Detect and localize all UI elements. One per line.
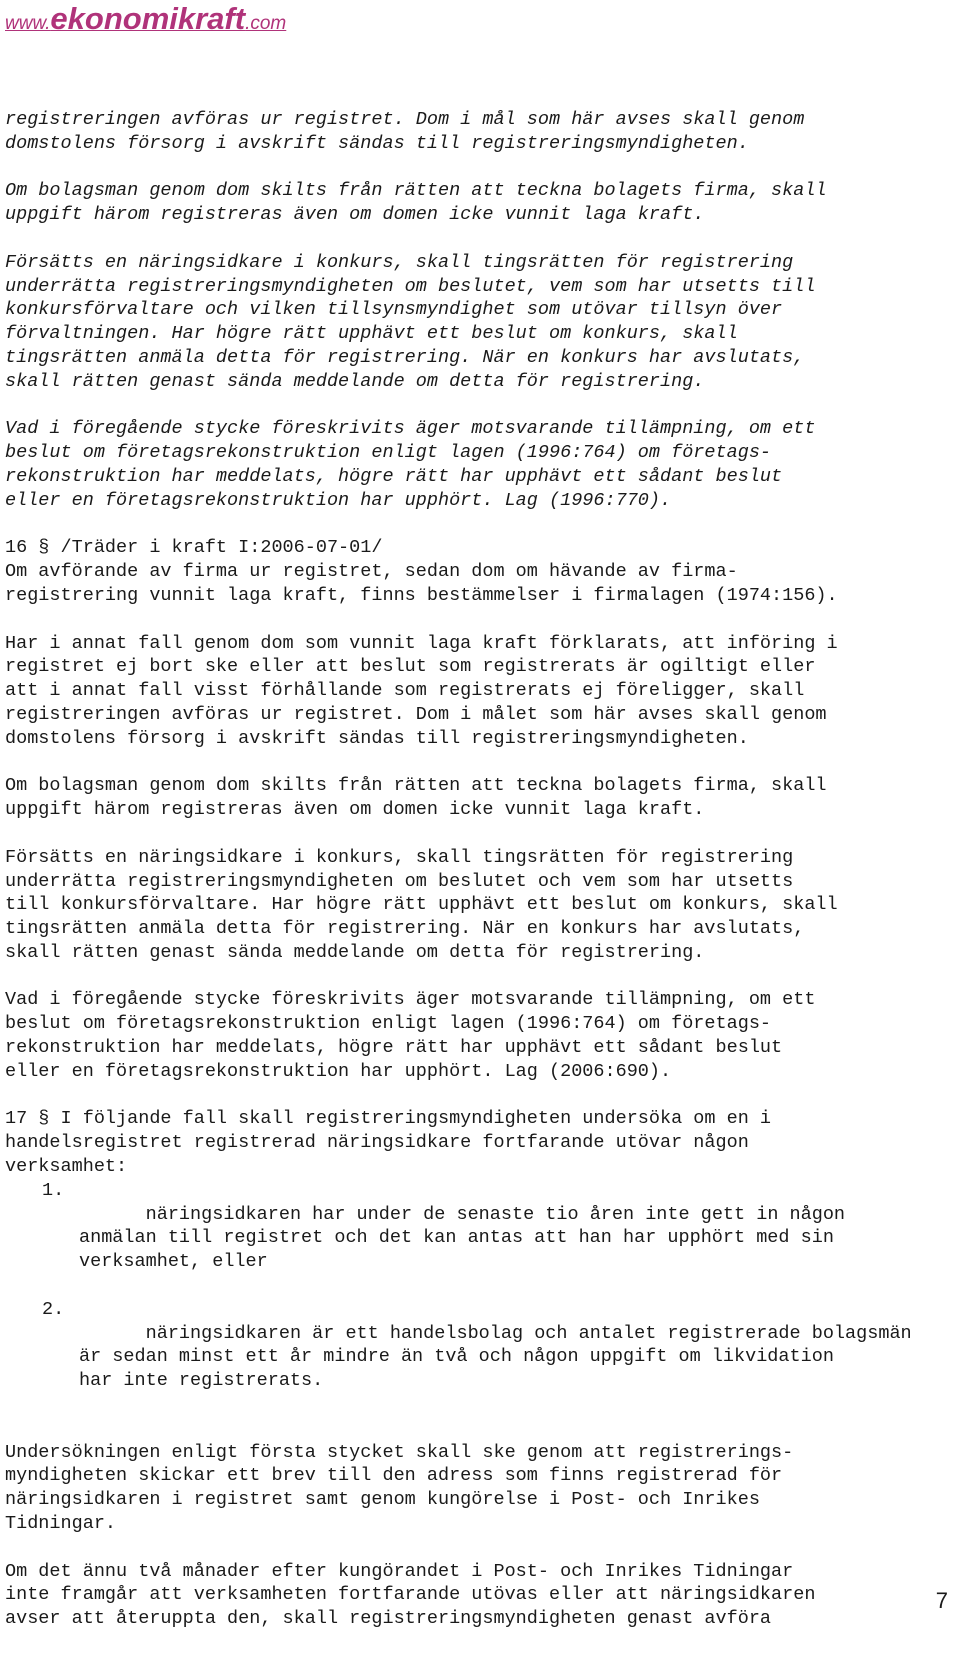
paragraph-4: Vad i föregående stycke föreskrivits äger motsvarande tillämpning, om ett beslut om företagsrekonstruktion enligt lagen (1996:764) om företags- rekonstruktion har meddelats, högre rätt har upphävt ett sådant beslut eller en företagsrekonstruktion har upphört. Lag (2006:690). xyxy=(5,989,816,1082)
list-item xyxy=(5,1298,955,1417)
section-16: 16 § /Träder i kraft I:2006-07-01/ Om avförande av firma ur registret, sedan dom om hävande av firma- registrering vunnit laga kraft, finns bestämmelser i firmalagen (1974:156). xyxy=(5,537,838,606)
site-url-suffix: .com xyxy=(245,13,287,34)
list-item xyxy=(5,1179,955,1298)
paragraph-italic-1: registreringen avföras ur registret. Dom i mål som här avses skall genom domstolens försorg i avskrift sändas till registreringsmyndigheten. xyxy=(5,109,805,154)
section-17-paragraph-1: Undersökningen enligt första stycket skall ske genom att registrerings- myndigheten skickar ett brev till den adress som finns registrerad för näringsidkaren i registret samt genom kungörelse i Post- och Inrikes Tidningar. xyxy=(5,1441,794,1535)
paragraph-italic-3: Försätts en näringsidkare i konkurs, skall tingsrätten för registrering underrätta registreringsmyndigheten om beslutet, vem som har utsetts till konkursförvaltare och vilken tillsynsmyndighet som utövar tillsyn över förvaltningen. Har högre rätt upphävt ett beslut om konkurs, skall tingsrätten anmäla detta för registrering. När en konkurs har avslutats, skall rätten genast sända meddelande om detta för registrering. xyxy=(5,251,816,392)
list-item-number: 2. xyxy=(42,1298,65,1320)
document-body xyxy=(5,108,955,1655)
paragraph-2: Om bolagsman genom dom skilts från rätten att teckna bolagets firma, skall uppgift härom registreras även om domen icke vunnit laga kraft. xyxy=(5,775,827,821)
section-17-list xyxy=(5,1179,955,1417)
site-brand-name: ekonomikraft xyxy=(50,1,246,36)
section-17-paragraph-2: Om det ännu två månader efter kungörandet i Post- och Inrikes Tidningar inte framgår att verksamheten fortfarande utövas eller att näringsidkaren avser att återuppta den, skall registreringsmyndigheten genast avföra xyxy=(5,1560,816,1630)
site-url-prefix: www. xyxy=(5,13,51,34)
paragraph-1: Har i annat fall genom dom som vunnit laga kraft förklarats, att införing i registret ej bort ske eller att beslut som registrerats är ogiltigt eller att i annat fall visst förhållande som registrerats ej föreligger, skall registreringen avföras ur registret. Dom i målet som här avses skall genom domstolens försorg i avskrift sändas till registreringsmyndigheten. xyxy=(5,632,838,749)
site-header-link[interactable] xyxy=(5,0,286,44)
list-item-text: näringsidkaren har under de senaste tio åren inte gett in någon anmälan till registret och det kan antas att han har upphört med sin verksamhet, eller xyxy=(79,1203,846,1273)
page-number: 7 xyxy=(935,1588,948,1613)
paragraph-italic-2: Om bolagsman genom dom skilts från rätten att teckna bolagets firma, skall uppgift härom registreras även om domen icke vunnit laga kraft. xyxy=(5,180,827,226)
paragraph-3: Försätts en näringsidkare i konkurs, skall tingsrätten för registrering underrätta registreringsmyndigheten om beslutet och vem som har utsetts till konkursförvaltare. Har högre rätt upphävt ett beslut om konkurs, skall tingsrätten anmäla detta för registrering. När en konkurs har avslutats, skall rätten genast sända meddelande om detta för registrering. xyxy=(5,846,838,963)
paragraph-italic-4: Vad i föregående stycke föreskrivits äger motsvarande tillämpning, om ett beslut om företagsrekonstruktion enligt lagen (1996:764) om företags- rekonstruktion har meddelats, högre rätt har upphävt ett sådant beslut eller en företagsrekonstruktion har upphört. Lag (1996:770). xyxy=(5,418,816,511)
list-item-text: näringsidkaren är ett handelsbolag och antalet registrerade bolagsmän är sedan minst ett år mindre än två och någon uppgift om likvidation har inte registrerats. xyxy=(79,1322,912,1392)
section-17-intro: 17 § I följande fall skall registreringsmyndigheten undersöka om en i handelsregistret registrerad näringsidkare fortfarande utövar någon verksamhet: xyxy=(5,1108,772,1178)
list-item-number: 1. xyxy=(42,1179,65,1201)
